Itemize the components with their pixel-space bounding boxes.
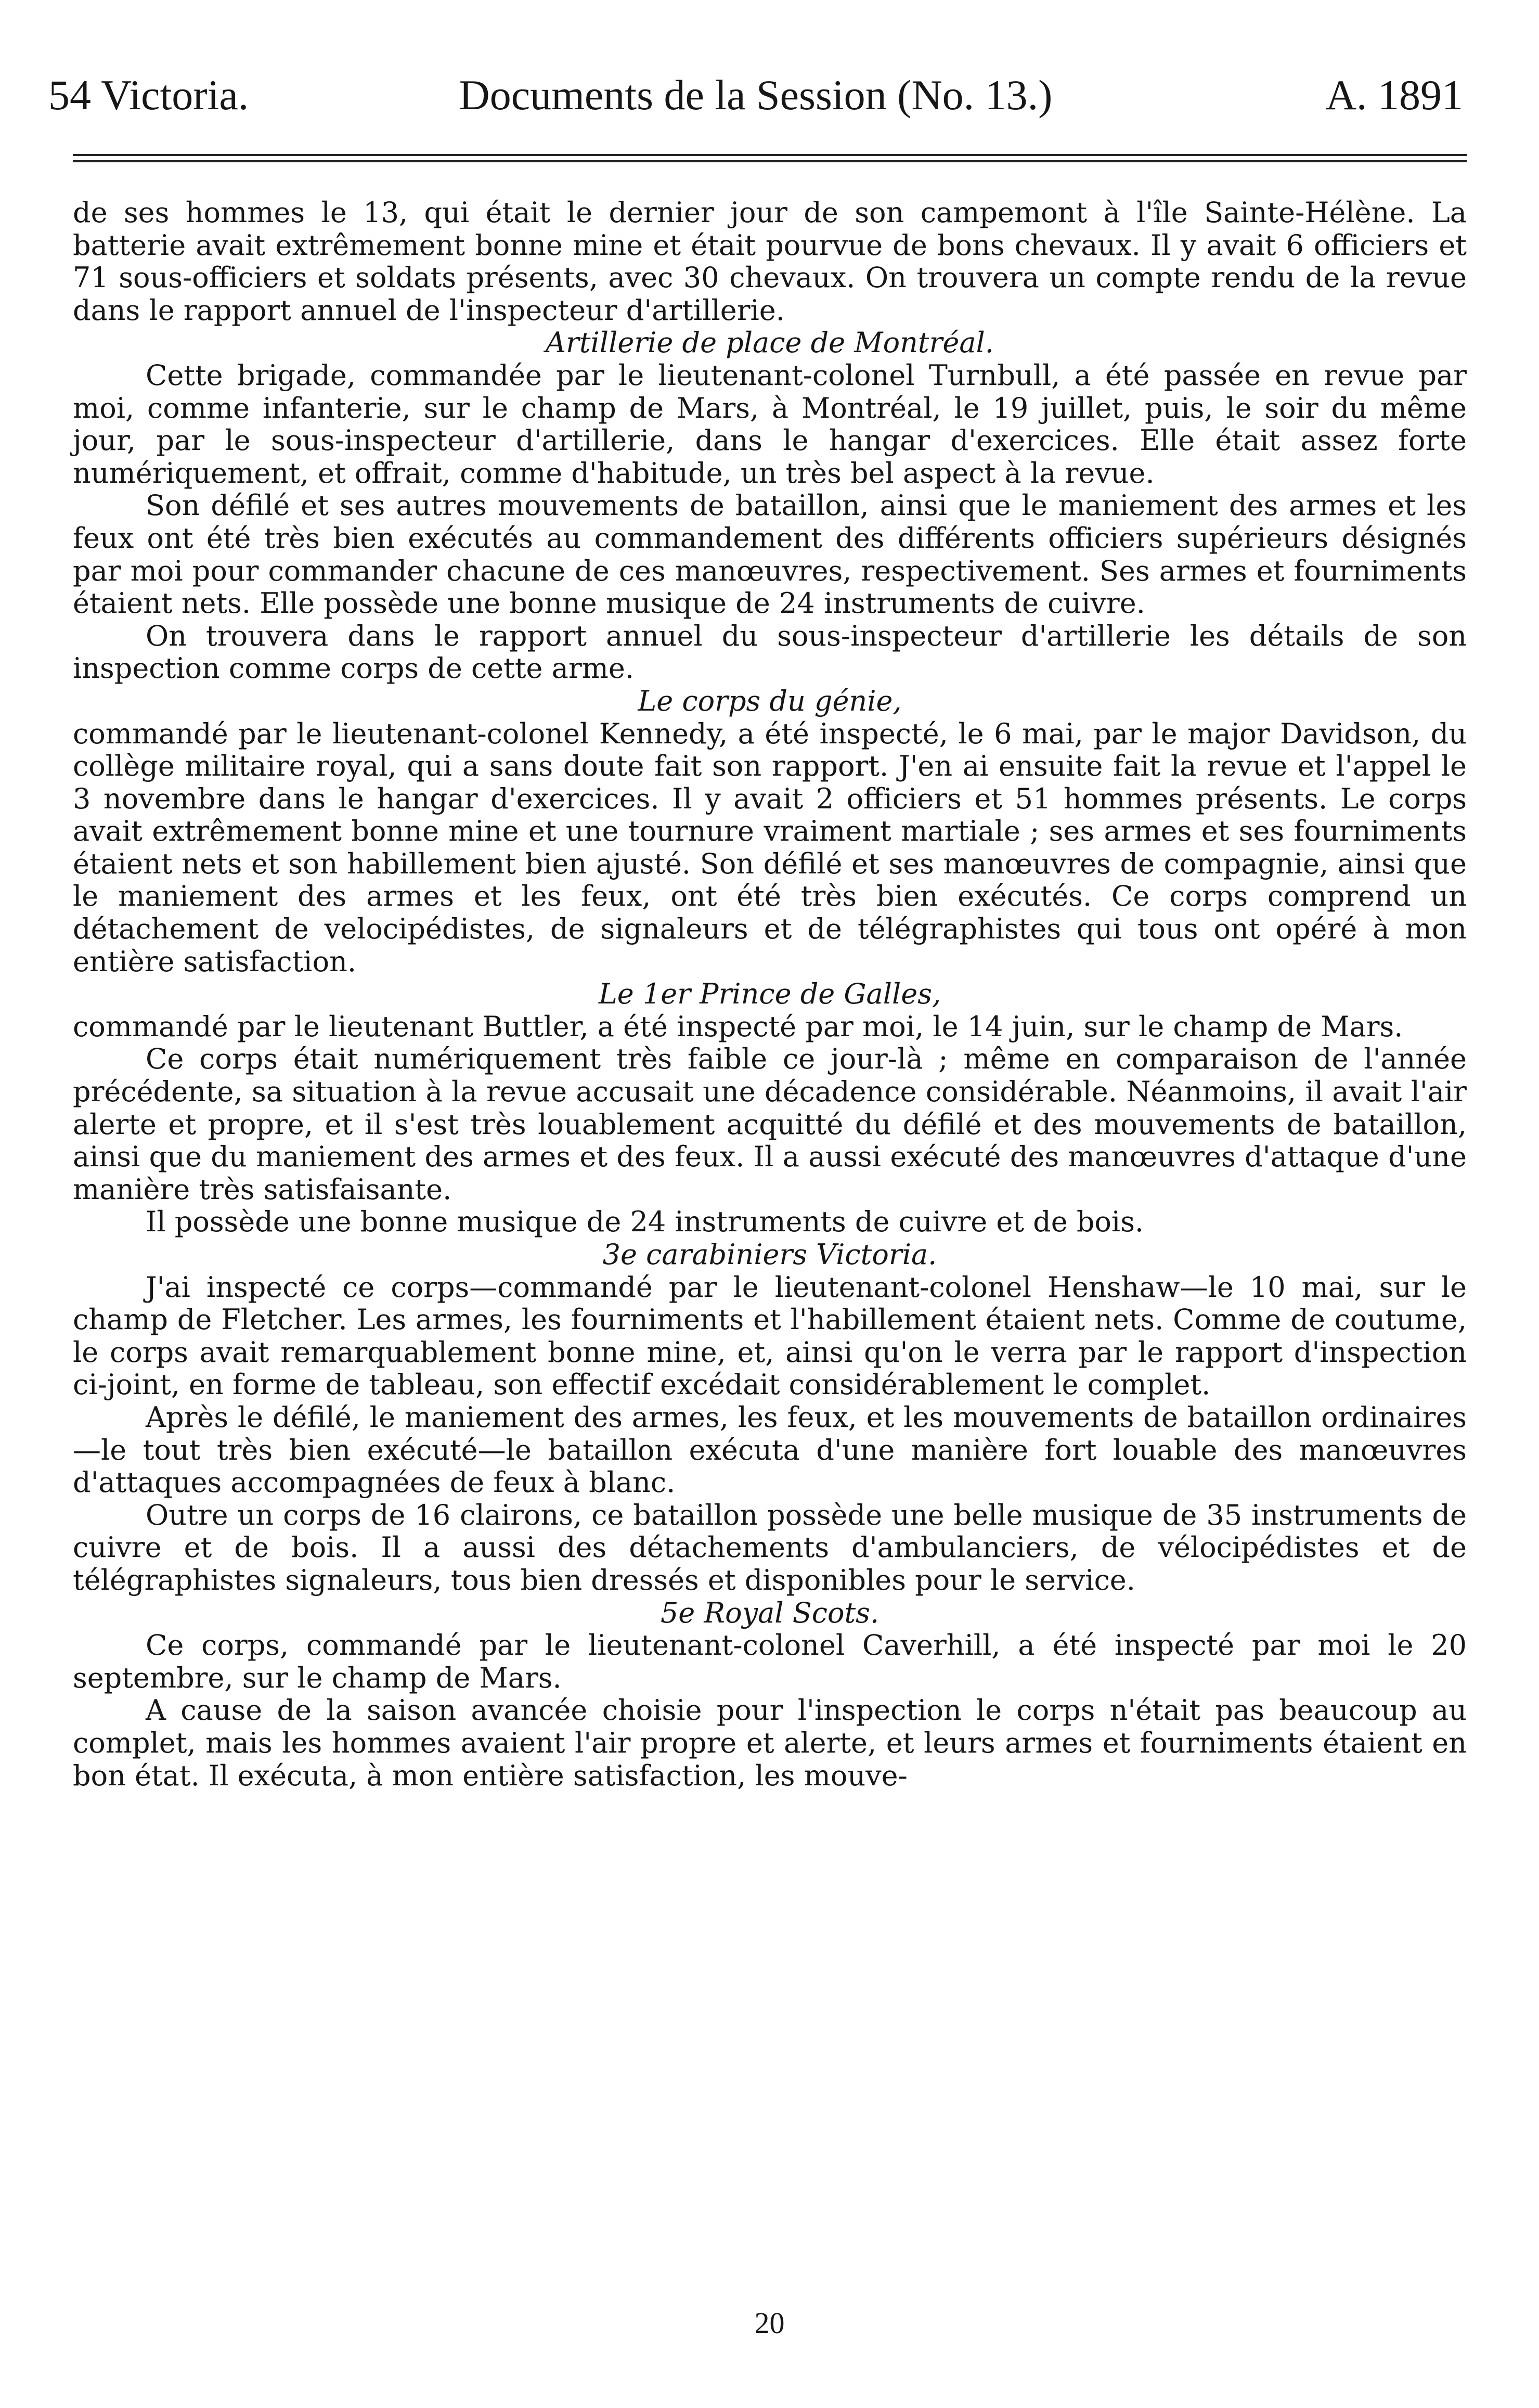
section-heading: 3e carabiniers Victoria.	[602, 1238, 937, 1271]
header-title: Documents de la Session (No. 13.)	[459, 71, 1053, 119]
paragraph: Il possède une bonne musique de 24 instruments de cuivre et de bois.	[146, 1205, 1144, 1239]
paragraph: commandé par le lieutenant Buttler, a été inspecté par moi, le 14 juin, sur le champ de Mars.	[73, 1010, 1403, 1043]
section-heading: Artillerie de place de Montréal.	[546, 326, 994, 359]
page-number: 20	[754, 2306, 785, 2340]
header-regnal-year: 54 Victoria.	[48, 71, 249, 119]
paragraph: commandé par le lieutenant-colonel Kennedy, a été inspecté, le 6 mai, par le major Davidson, du collège militaire royal, qui a sans doute fait son rapport. J'en ai ensuite fait la revue et l'appel le 3 novembre dans le hangar d'exercices. Il y avait 2 officiers et 51 hommes présents. Le corps avait extrêmement bonne mine et une tournure vraiment martiale ; ses armes et ses fourniments étaient nets et son habillement bien ajusté. Son défilé et ses manœuvres de compagnie, ainsi que le maniement des armes et les feux, ont été très bien exécutés. Ce corps comprend un détachement de velocipédistes, de signaleurs et de télégraphistes qui tous ont opéré à mon entière satisfaction.	[73, 717, 1467, 978]
header-year: A. 1891	[1325, 71, 1463, 119]
paragraph: On trouvera dans le rapport annuel du sous-inspecteur d'artillerie les détails de son inspection comme corps de cette arme.	[73, 619, 1467, 685]
section-heading: 5e Royal Scots.	[660, 1596, 880, 1629]
body-text	[73, 197, 1467, 1792]
running-header	[48, 71, 1463, 128]
paragraph: J'ai inspecté ce corps—commandé par le lieutenant-colonel Henshaw—le 10 mai, sur le champ de Fletcher. Les armes, les fourniments et l'habillement étaient nets. Comme de coutume, le corps avait remarquablement bonne mine, et, ainsi qu'on le verra par le rapport d'inspection ci-joint, en forme de tableau, son effectif excédait considérablement le complet.	[73, 1270, 1467, 1401]
paragraph: Outre un corps de 16 clairons, ce bataillon possède une belle musique de 35 instruments de cuivre et de bois. Il a aussi des détachements d'ambulanciers, de vélocipédistes et de télégraphistes signaleurs, tous bien dressés et disponibles pour le service.	[73, 1498, 1467, 1596]
paragraph: Son défilé et ses autres mouvements de bataillon, ainsi que le maniement des armes et les feux ont été très bien exécutés au commandement des différents officiers supérieurs désignés par moi pour commander chacune de ces manœuvres, respectivement. Ses armes et fourniments étaient nets. Elle possède une bonne musique de 24 instruments de cuivre.	[73, 489, 1467, 620]
header-rule-top	[73, 154, 1467, 156]
paragraph: Ce corps était numériquement très faible ce jour-là ; même en comparaison de l'année précédente, sa situation à la revue accusait une décadence considérable. Néanmoins, il avait l'air alerte et propre, et il s'est très louablement acquitté du défilé et des mouvements de bataillon, ainsi que du maniement des armes et des feux. Il a aussi exécuté des manœuvres d'attaque d'une manière très satisfaisante.	[73, 1042, 1467, 1206]
paragraph: Après le défilé, le maniement des armes, les feux, et les mouvements de bataillon ordinaires—le tout très bien exécuté—le bataillon exécuta d'une manière fort louable des manœuvres d'attaques accompagnées de feux à blanc.	[73, 1400, 1467, 1499]
paragraph: de ses hommes le 13, qui était le dernier jour de son campemont à l'île Sainte-Hélène. La batterie avait extrêmement bonne mine et était pourvue de bons chevaux. Il y avait 6 officiers et 71 sous-officiers et soldats présents, avec 30 chevaux. On trouvera un compte rendu de la revue dans le rapport annuel de l'inspecteur d'artillerie.	[73, 196, 1467, 327]
paragraph: Ce corps, commandé par le lieutenant-colonel Caverhill, a été inspecté par moi le 20 septembre, sur le champ de Mars.	[73, 1629, 1467, 1694]
header-rule-bottom	[73, 160, 1467, 162]
section-heading: Le 1er Prince de Galles,	[598, 977, 941, 1011]
section-heading: Le corps du génie,	[638, 684, 902, 717]
paragraph: Cette brigade, commandée par le lieutenant-colonel Turnbull, a été passée en revue par moi, comme infanterie, sur le champ de Mars, à Montréal, le 19 juillet, puis, le soir du même jour, par le sous-inspecteur d'artillerie, dans le hangar d'exercices. Elle était assez forte numériquement, et offrait, comme d'habitude, un très bel aspect à la revue.	[73, 358, 1467, 490]
paragraph: A cause de la saison avancée choisie pour l'inspection le corps n'était pas beaucoup au complet, mais les hommes avaient l'air propre et alerte, et leurs armes et fourniments étaient en bon état. Il exécuta, à mon entière satisfaction, les mouve-	[73, 1694, 1467, 1792]
